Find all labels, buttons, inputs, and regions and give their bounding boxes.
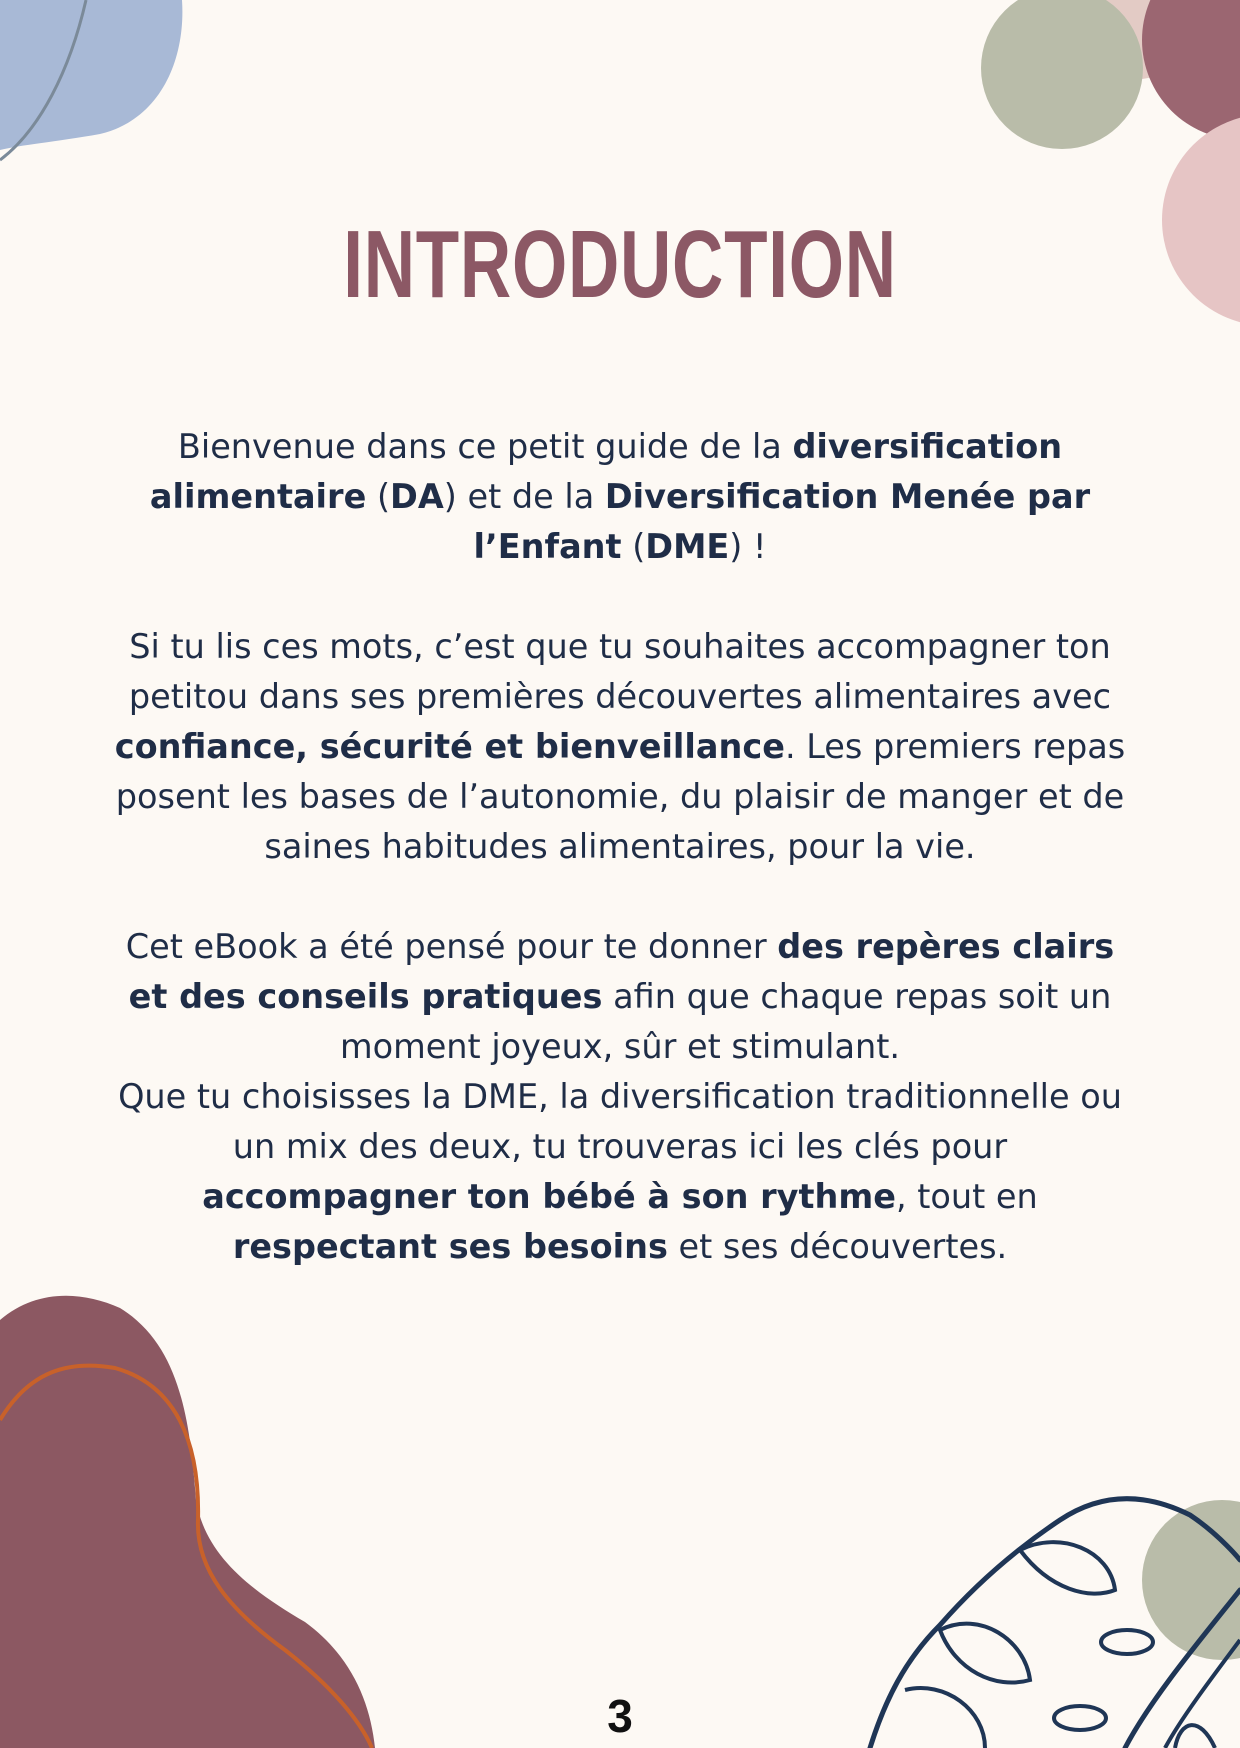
intro-paragraph-1 [110,422,1130,572]
bold-text-run: diversification alimentaire [149,427,1063,516]
bold-text-run: confiance, sécurité et bienveillance [114,727,785,766]
text-run: Si tu lis ces mots, c’est que tu souhaites accompagner ton petitou dans ses premières découvertes alimentaires avec [128,627,1112,716]
bold-text-run: Diversification Menée par l’Enfant [473,477,1091,566]
bold-text-run: DME [645,527,730,566]
bold-text-run: respectant ses besoins [232,1227,668,1266]
page-title: INTRODUCTION [343,211,897,318]
bold-text-run: accompagner ton bébé à son rythme [202,1177,896,1216]
text-run: Bienvenue dans ce petit guide de la [177,427,793,466]
intro-body [110,422,1130,1272]
text-run: Cet eBook a été pensé pour te donner [125,927,778,966]
bold-text-run: DA [390,477,444,516]
text-run: ( [366,477,391,516]
text-run: ) ! [729,527,767,566]
text-run: , tout en [895,1177,1038,1216]
text-run: Que tu choisisses la DME, la diversification traditionnelle ou un mix des deux, tu trouveras ici les clés pour [118,1077,1122,1166]
text-run: ( [621,527,646,566]
intro-paragraph-3 [110,922,1130,1272]
text-run: ) et de la [443,477,605,516]
text-run: afin que chaque repas soit un moment joyeux, sûr et stimulant. [339,977,1112,1066]
plum-blob-icon [0,1296,375,1748]
text-run: . Les premiers repas posent les bases de l’autonomie, du plaisir de manger et de saines habitudes alimentaires, pour la vie. [115,727,1126,866]
bold-text-run: des repères clairs et des conseils pratiques [128,927,1115,1016]
blue-blob-icon [0,0,182,160]
intro-paragraph-2 [110,622,1130,872]
page-number: 3 [607,1690,633,1742]
text-run: et ses découvertes. [667,1227,1008,1266]
